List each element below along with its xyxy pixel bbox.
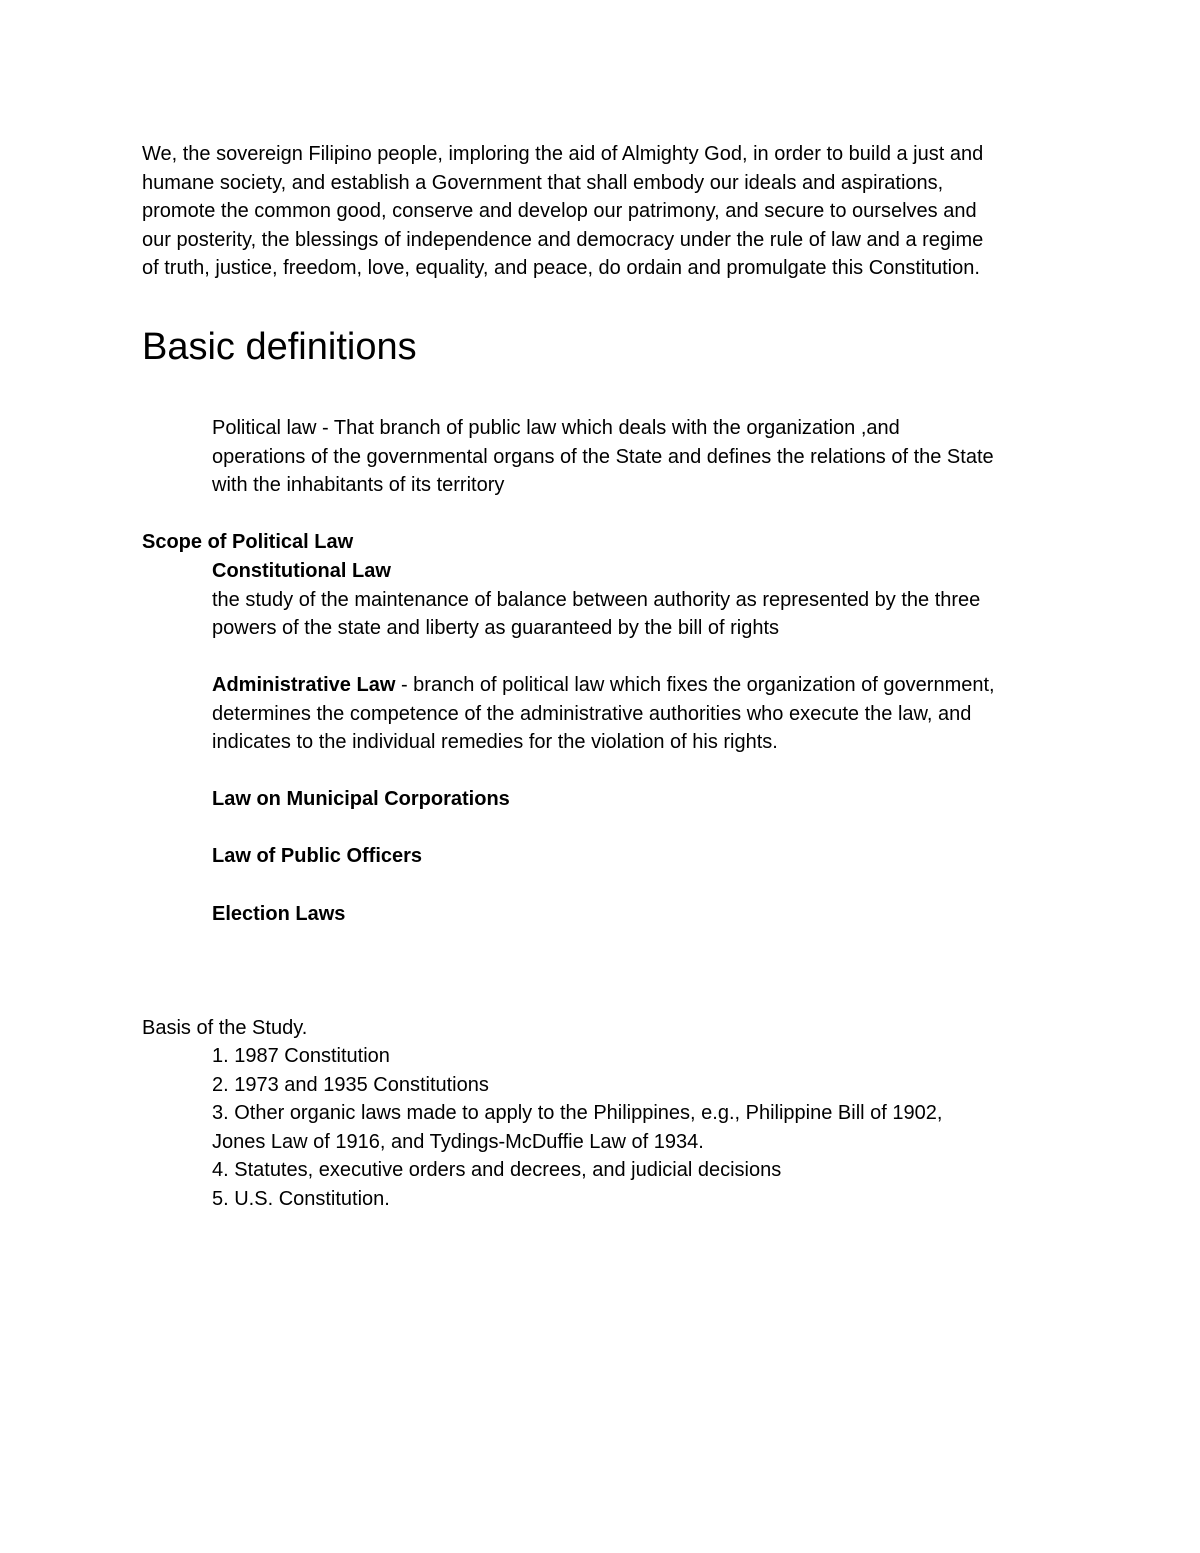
constitutional-law-line: the study of the maintenance of balance between authority as represented by the three: [212, 588, 981, 611]
constitutional-law-line: powers of the state and liberty as guaranteed by the bill of rights: [212, 617, 780, 640]
definition-line: operations of the governmental organs of the State and defines the relations of the State: [212, 445, 994, 468]
definition-line: Political law - That branch of public law which deals with the organization ,and: [212, 417, 900, 439]
administrative-law-first-line: [212, 671, 1072, 700]
list-item: 3. Other organic laws made to apply to the Philippines, e.g., Philippine Bill of 1902,: [212, 1102, 943, 1125]
preamble-line: We, the sovereign Filipino people, imploring the aid of Almighty God, in order to build a just and: [142, 143, 984, 165]
basis-heading: Basis of the Study.: [142, 1017, 308, 1039]
administrative-law-line: indicates to the individual remedies for the violation of his rights.: [212, 731, 778, 754]
constitutional-law-section: [212, 557, 1072, 643]
list-item: 1. 1987 Constitution: [212, 1045, 390, 1067]
definition-line: with the inhabitants of its territory: [212, 474, 505, 497]
administrative-law-title: Administrative Law: [212, 674, 396, 696]
list-item: 5. U.S. Constitution.: [212, 1187, 390, 1210]
administrative-law-definition-start: - branch of political law which fixes the organization of government,: [395, 674, 995, 696]
scope-heading: Scope of Political Law: [142, 531, 354, 553]
political-law-definition: [212, 414, 1072, 500]
section-heading-basic-definitions: Basic definitions: [142, 326, 417, 368]
list-item: 4. Statutes, executive orders and decrees, and judicial decisions: [212, 1159, 782, 1182]
list-item: Jones Law of 1916, and Tydings-McDuffie Law of 1934.: [212, 1130, 704, 1153]
preamble-line: humane society, and establish a Government that shall embody our ideals and aspirations,: [142, 171, 944, 194]
administrative-law-line: determines the competence of the administrative authorities who execute the law, and: [212, 702, 972, 725]
preamble-line: our posterity, the blessings of independence and democracy under the rule of law and a regime: [142, 228, 984, 251]
municipal-corporations-heading: Law on Municipal Corporations: [212, 788, 510, 810]
basis-list: [212, 1042, 1072, 1214]
constitutional-law-title: Constitutional Law: [212, 560, 391, 582]
preamble-line: promote the common good, conserve and develop our patrimony, and secure to ourselves and: [142, 200, 977, 223]
election-laws-heading: Election Laws: [212, 903, 346, 925]
public-officers-heading: Law of Public Officers: [212, 845, 423, 867]
administrative-law-section: [212, 671, 1072, 757]
preamble-paragraph: [142, 140, 1072, 283]
preamble-line: of truth, justice, freedom, love, equality, and peace, do ordain and promulgate this Constitution.: [142, 257, 980, 280]
list-item: 2. 1973 and 1935 Constitutions: [212, 1073, 489, 1096]
